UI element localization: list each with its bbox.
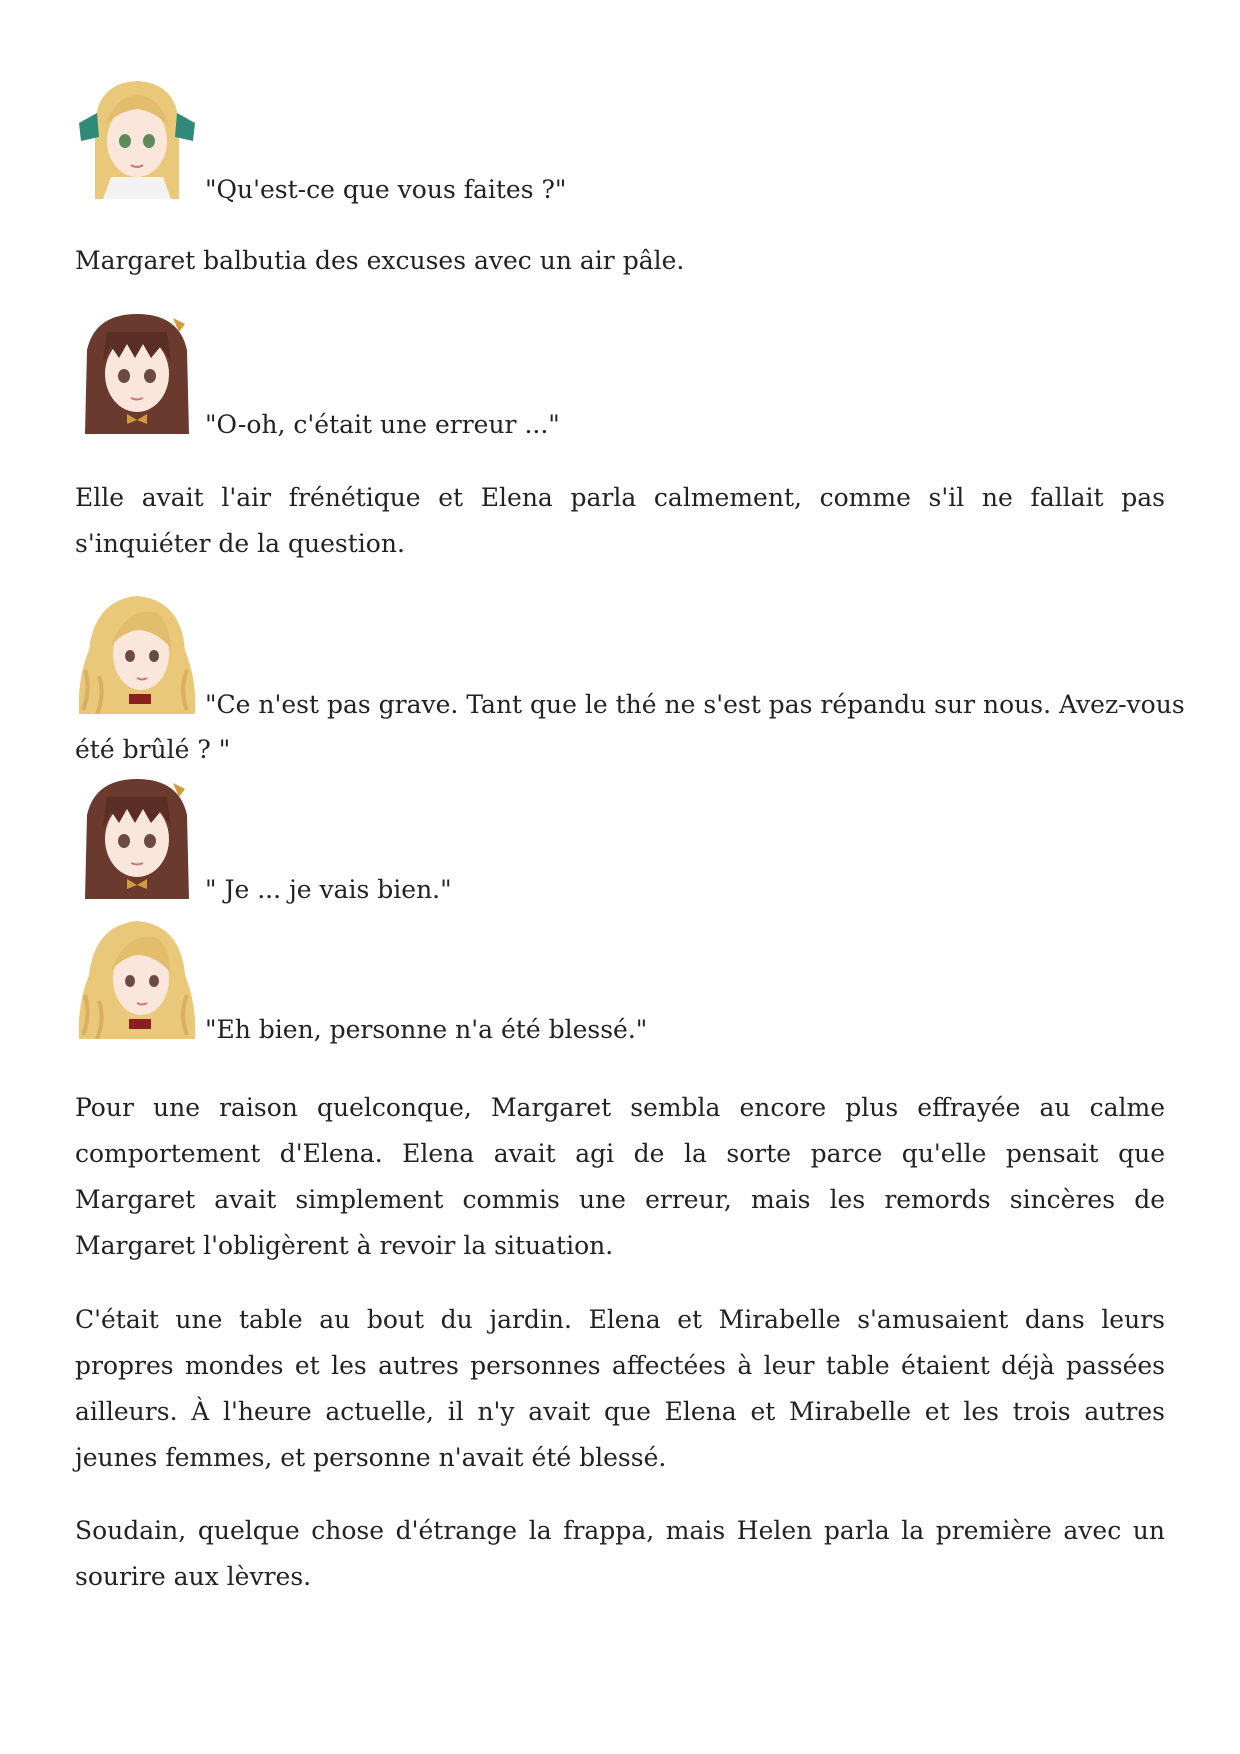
narration-1: Margaret balbutia des excuses avec un air pâle. bbox=[75, 246, 685, 275]
narration-3: Pour une raison quelconque, Margaret sembla encore plus effrayée au calme comportement d'Elena. Elena avait agi de la sorte parce qu'elle pensait que Margaret avait simplement commis une erreur, mais les remords sincères de Margaret l'obligèrent à revoir la situation. bbox=[75, 1093, 1165, 1260]
avatar-margaret bbox=[75, 310, 199, 434]
dialogue-text-line1: "Ce n'est pas grave. Tant que le thé ne s'est pas répandu sur nous. Avez-vous bbox=[205, 690, 1185, 719]
avatar-mirabelle bbox=[75, 590, 199, 714]
dialogue-text: "O-oh, c'était une erreur ..." bbox=[205, 410, 560, 439]
dialogue-text: " Je ... je vais bien." bbox=[205, 875, 452, 904]
dialogue-text-line2: été brûlé ? " bbox=[75, 735, 231, 764]
dialogue-text: "Eh bien, personne n'a été blessé." bbox=[205, 1015, 648, 1044]
dialogue-text: "Qu'est-ce que vous faites ?" bbox=[205, 175, 567, 204]
avatar-mirabelle bbox=[75, 915, 199, 1039]
narration-5: Soudain, quelque chose d'étrange la frappa, mais Helen parla la première avec un sourire aux lèvres. bbox=[75, 1516, 1165, 1591]
narration-4: C'était une table au bout du jardin. Elena et Mirabelle s'amusaient dans leurs propres mondes et les autres personnes affectées à leur table étaient déjà passées ailleurs. À l'heure actuelle, il n'y avait que Elena et Mirabelle et les trois autres jeunes femmes, et personne n'avait été blessé. bbox=[75, 1305, 1165, 1472]
avatar-elena bbox=[75, 75, 199, 199]
narration-2: Elle avait l'air frénétique et Elena parla calmement, comme s'il ne fallait pas s'inquiéter de la question. bbox=[75, 483, 1165, 558]
avatar-margaret bbox=[75, 775, 199, 899]
